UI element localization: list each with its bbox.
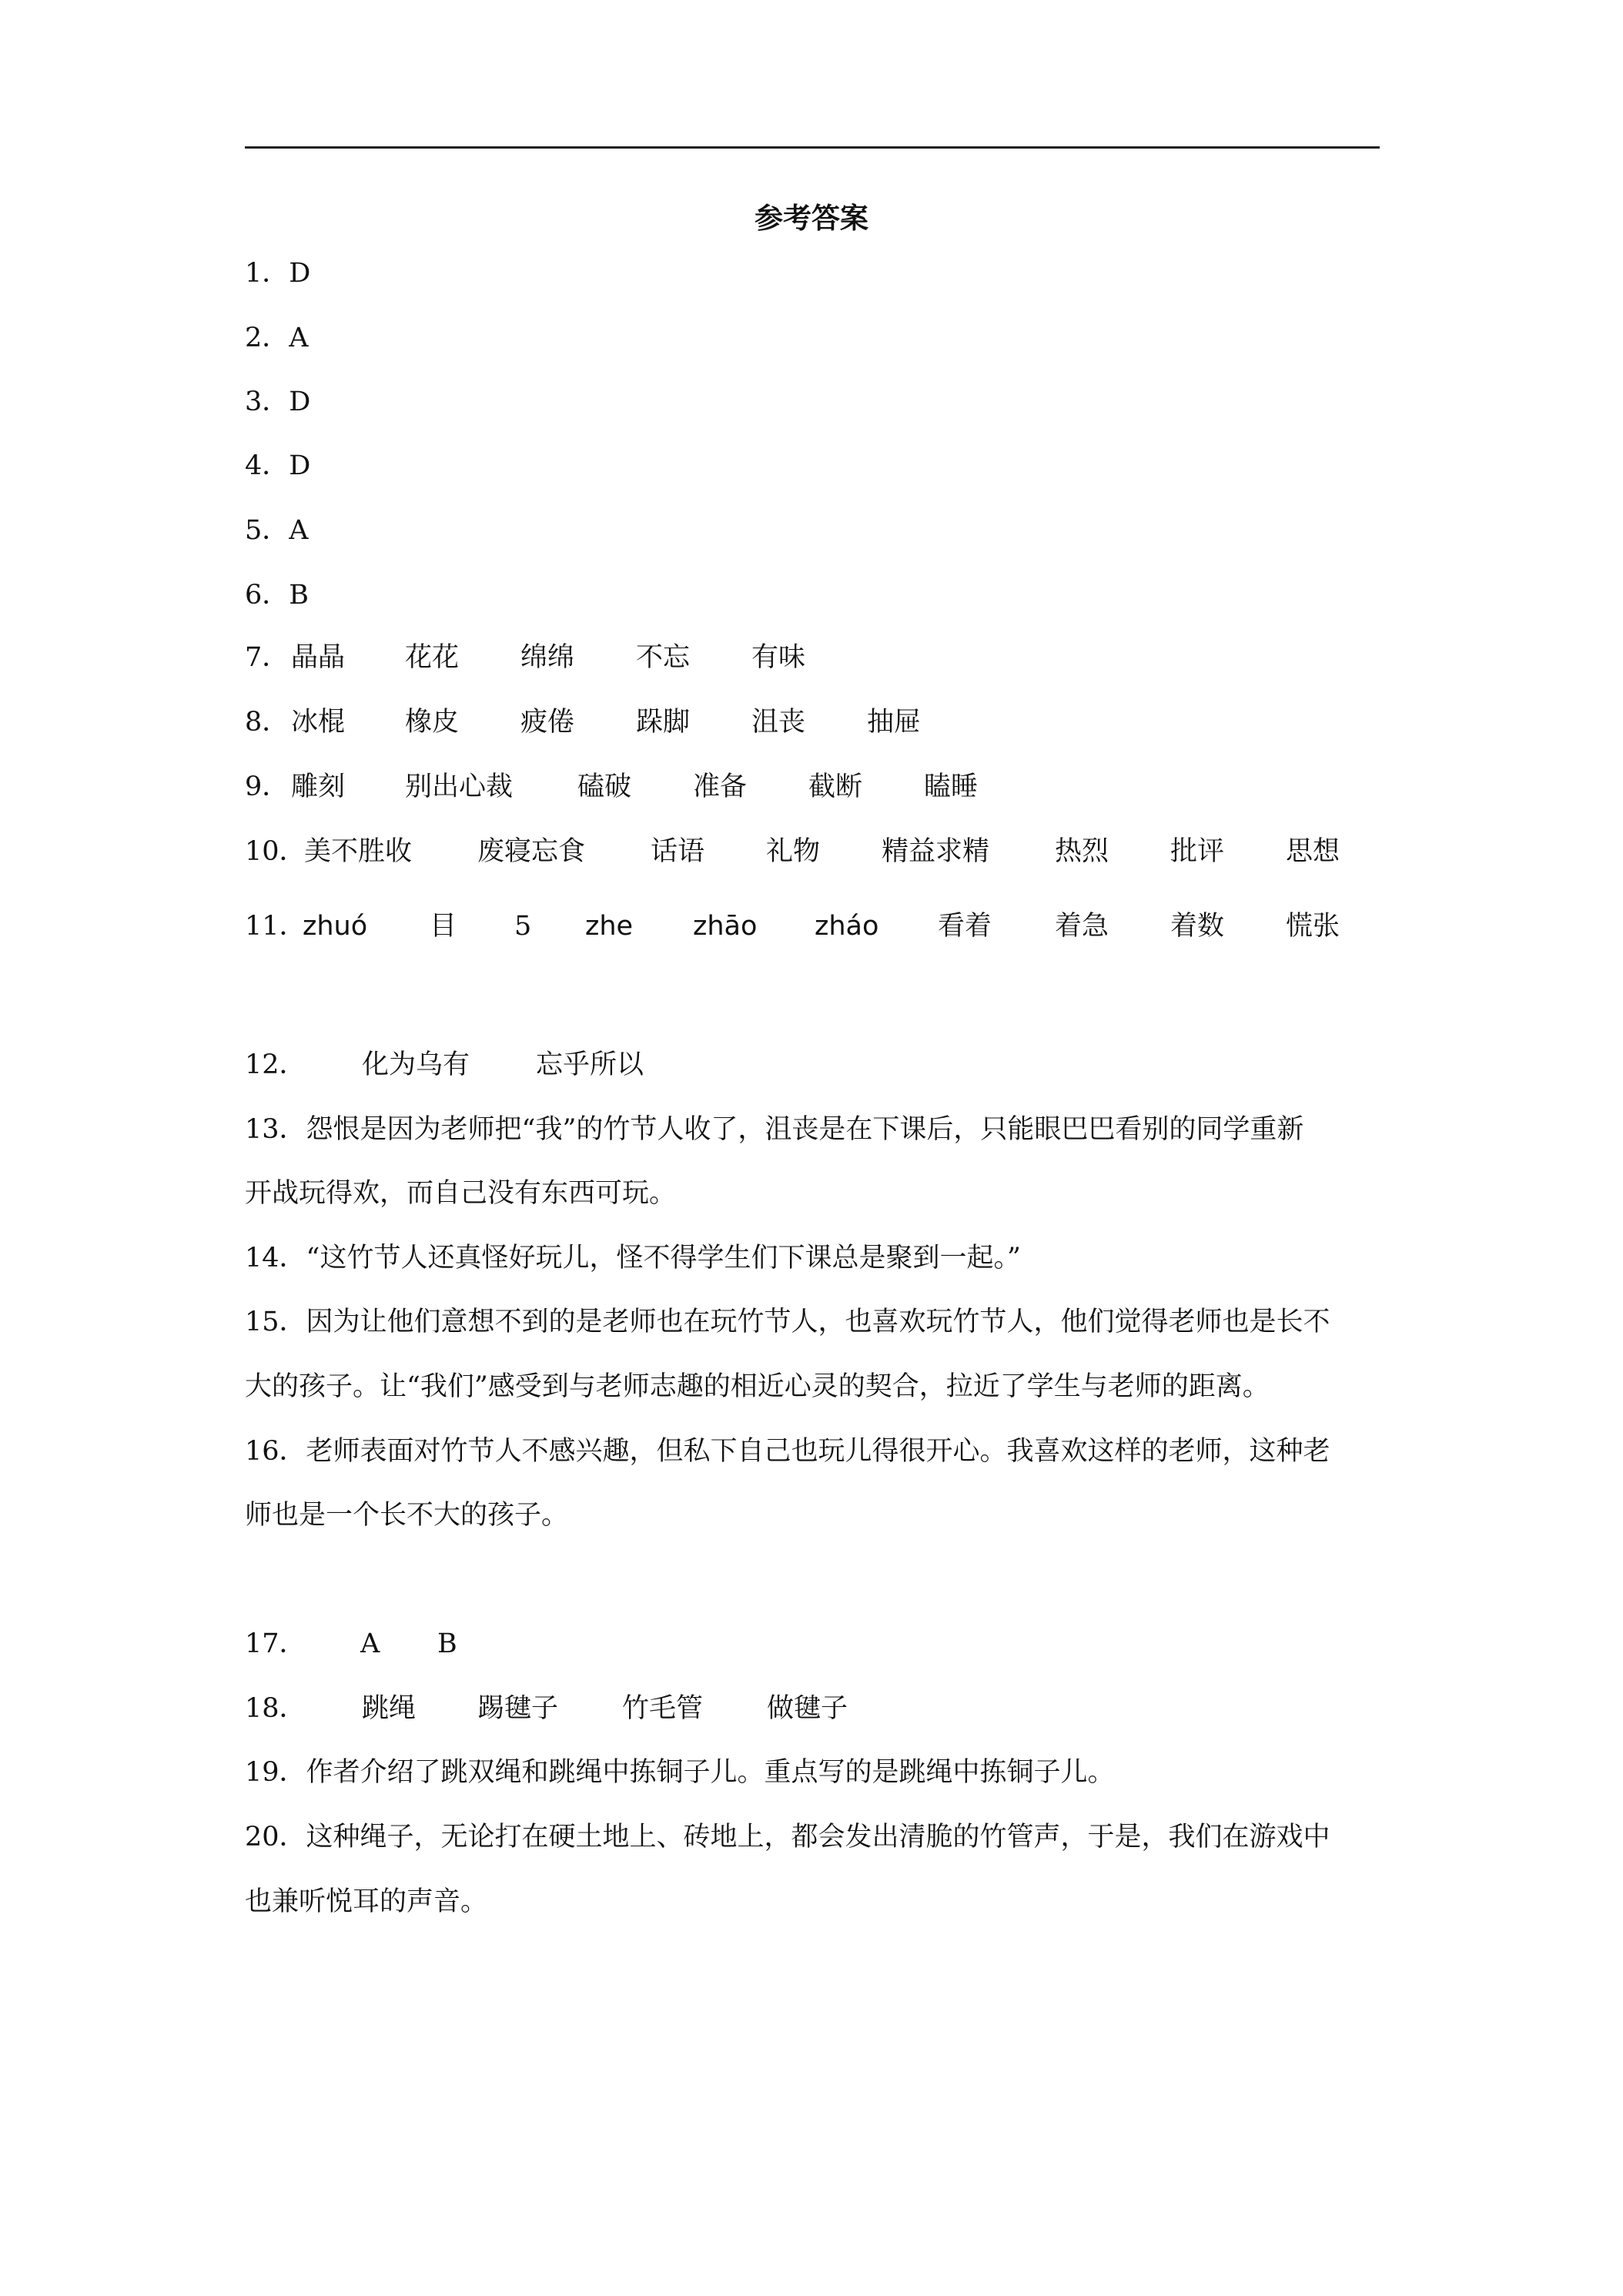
answer-item: 做毽子: [767, 1693, 848, 1724]
answer-text: 老师表面对竹节人不感兴趣，但私下自己也玩儿得很开心。我喜欢这样的老师，这种老: [306, 1436, 1330, 1467]
question-number: 8．: [245, 707, 289, 738]
answer-text: D: [289, 387, 311, 417]
question-number: 17．: [245, 1628, 306, 1659]
answer-line-1: [245, 254, 310, 293]
answer-line-4: [245, 447, 310, 485]
answer-text: 师也是一个长不大的孩子。: [245, 1500, 569, 1531]
answer-item: 着数: [1170, 911, 1225, 942]
answer-item: 批评: [1170, 836, 1225, 867]
answer-line-10: [245, 832, 1340, 871]
answer-item: 沮丧: [751, 707, 806, 738]
answer-line-19: [245, 1753, 1115, 1792]
answer-item: 雕刻: [291, 771, 346, 802]
answer-line-7: [245, 638, 806, 677]
answer-text: A: [289, 515, 309, 546]
question-number: 10．: [245, 836, 306, 867]
answer-line-15: [245, 1303, 1330, 1341]
question-number: 13．: [245, 1114, 306, 1145]
question-number: 18．: [245, 1693, 306, 1724]
question-number: 15．: [245, 1307, 306, 1337]
answer-text: 开战玩得欢，而自己没有东西可玩。: [245, 1178, 677, 1209]
answer-item: zhe: [585, 911, 634, 942]
answer-item: B: [437, 1628, 457, 1659]
answer-item: 礼物: [766, 836, 821, 867]
question-number: 19．: [245, 1757, 306, 1788]
answer-item: 绵绵: [520, 642, 575, 673]
question-number: 14．: [245, 1243, 306, 1274]
answer-item: 目: [430, 911, 457, 942]
answer-item: 忘乎所以: [536, 1049, 644, 1080]
answer-item: zhāo: [693, 911, 758, 942]
answer-item: 抽屉: [867, 707, 922, 738]
answer-line-5: [245, 511, 309, 550]
answer-line-13: [245, 1110, 1303, 1149]
question-number: 3．: [245, 387, 289, 417]
answer-line-15-cont: [245, 1367, 1270, 1406]
answer-item: 踢毽子: [477, 1693, 559, 1724]
answer-item: 精益求精: [882, 836, 990, 867]
answer-item: 着急: [1055, 911, 1109, 942]
answer-line-11: [245, 907, 1340, 946]
answer-line-13-cont: [245, 1174, 676, 1213]
answer-text: 这种绳子，无论打在硬土地上、砖地上，都会发出清脆的竹管声，于是，我们在游戏中: [306, 1822, 1330, 1853]
answer-text: A: [289, 323, 309, 353]
answer-line-20-cont: [245, 1883, 487, 1921]
answer-item: zháo: [815, 911, 879, 942]
answer-item: 准备: [693, 771, 748, 802]
answer-line-12: [245, 1046, 644, 1084]
answer-item: 橡皮: [405, 707, 460, 738]
answer-text: 作者介绍了跳双绳和跳绳中拣铜子儿。重点写的是跳绳中拣铜子儿。: [306, 1757, 1115, 1788]
question-number: 20．: [245, 1822, 306, 1853]
answer-item: 美不胜收: [304, 836, 413, 867]
answer-line-20: [245, 1818, 1330, 1856]
question-number: 4．: [245, 450, 289, 481]
question-number: 6．: [245, 580, 289, 611]
answer-item: 花花: [405, 642, 460, 673]
answer-text: D: [289, 258, 311, 289]
answer-item: 竹毛管: [622, 1693, 704, 1724]
header-rule: [245, 146, 1380, 149]
answer-item: 化为乌有: [362, 1049, 470, 1080]
question-number: 11．: [245, 911, 306, 942]
page-title: 参考答案: [755, 201, 868, 235]
answer-line-14: [245, 1239, 1021, 1277]
answer-item: 思想: [1286, 836, 1340, 867]
answer-item: 截断: [808, 771, 863, 802]
answer-text: 大的孩子。让“我们”感受到与老师志趣的相近心灵的契合，拉近了学生与老师的距离。: [245, 1371, 1270, 1402]
answer-item: 跺脚: [636, 707, 691, 738]
answer-item: A: [360, 1628, 380, 1659]
answer-item: 别出心裁: [405, 771, 514, 802]
answer-text: 也兼听悦耳的声音。: [245, 1886, 488, 1917]
question-number: 1．: [245, 258, 289, 289]
answer-line-2: [245, 319, 309, 357]
answer-text: D: [289, 450, 311, 481]
answer-line-17: [245, 1625, 457, 1663]
answer-item: 5: [514, 911, 532, 942]
question-number: 7．: [245, 642, 289, 673]
answer-text: 因为让他们意想不到的是老师也在玩竹节人，也喜欢玩竹节人，他们觉得老师也是长不: [306, 1307, 1330, 1337]
answer-text: 怨恨是因为老师把“我”的竹节人收了，沮丧是在下课后，只能眼巴巴看别的同学重新: [306, 1114, 1304, 1145]
answer-item: zhuó: [303, 911, 368, 942]
question-number: 2．: [245, 323, 289, 353]
answer-item: 热烈: [1055, 836, 1109, 867]
question-number: 5．: [245, 515, 289, 546]
answer-item: 废寝忘食: [477, 836, 586, 867]
answer-item: 跳绳: [362, 1693, 417, 1724]
answer-line-16-cont: [245, 1496, 568, 1535]
answer-line-6: [245, 576, 309, 614]
answer-item: 瞌睡: [924, 771, 979, 802]
answer-text: “这竹节人还真怪好玩儿，怪不得学生们下课总是聚到一起。”: [306, 1243, 1021, 1274]
answer-item: 不忘: [636, 642, 691, 673]
answer-item: 看着: [938, 911, 992, 942]
question-number: 12．: [245, 1049, 306, 1080]
answer-item: 冰棍: [291, 707, 346, 738]
answer-line-8: [245, 703, 922, 741]
answer-item: 疲倦: [520, 707, 575, 738]
question-number: 16．: [245, 1436, 306, 1467]
answer-item: 有味: [751, 642, 806, 673]
answer-item: 话语: [651, 836, 705, 867]
answer-item: 慌张: [1286, 911, 1340, 942]
answer-item: 磕破: [577, 771, 632, 802]
question-number: 9．: [245, 771, 289, 802]
answer-line-18: [245, 1689, 848, 1728]
answer-line-16: [245, 1432, 1330, 1471]
answer-line-9: [245, 768, 979, 806]
answer-text: B: [289, 580, 310, 611]
answer-item: 晶晶: [291, 642, 346, 673]
answer-line-3: [245, 383, 310, 421]
